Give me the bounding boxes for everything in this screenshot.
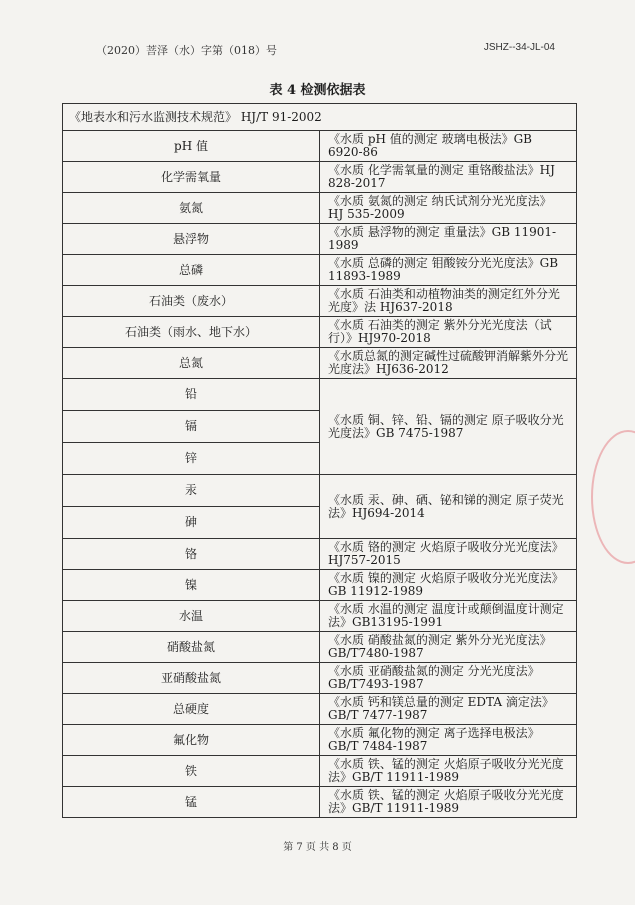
detection-basis-table (62, 103, 577, 818)
table-row (63, 694, 577, 725)
item-name: 石油类（雨水、地下水） (63, 317, 320, 348)
table-row (63, 756, 577, 787)
method-cell: 《水质 铜、锌、铅、镉的测定 原子吸收分光光度法》GB 7475-1987 (320, 379, 577, 475)
method-cell: 《水质 悬浮物的测定 重量法》GB 11901-1989 (320, 224, 577, 255)
method-cell: 《水质总氮的测定碱性过硫酸钾消解紫外分光光度法》HJ636-2012 (320, 348, 577, 379)
item-name: 水温 (63, 601, 320, 632)
table-row (63, 104, 577, 131)
table-row (63, 193, 577, 224)
table-row (63, 162, 577, 193)
item-name: 铅 (63, 379, 320, 411)
item-name: 铁 (63, 756, 320, 787)
table-row (63, 286, 577, 317)
item-name: 铬 (63, 539, 320, 570)
table-row (63, 663, 577, 694)
item-name: 锌 (63, 443, 320, 475)
method-cell: 《水质 总磷的测定 钼酸铵分光光度法》GB 11893-1989 (320, 255, 577, 286)
table-row (63, 131, 577, 162)
method-cell: 《水质 氟化物的测定 离子选择电极法》GB/T 7484-1987 (320, 725, 577, 756)
method-cell: 《水质 pH 值的测定 玻璃电极法》GB 6920-86 (320, 131, 577, 162)
item-name: 氟化物 (63, 725, 320, 756)
table-row (63, 224, 577, 255)
page-footer: 第 7 页 共 8 页 (283, 842, 352, 853)
method-cell: 《水质 氨氮的测定 纳氏试剂分光光度法》 HJ 535-2009 (320, 193, 577, 224)
method-cell: 《水质 钙和镁总量的测定 EDTA 滴定法》GB/T 7477-1987 (320, 694, 577, 725)
method-cell: 《水质 汞、砷、硒、铋和锑的测定 原子荧光法》HJ694-2014 (320, 475, 577, 539)
table-row (63, 255, 577, 286)
table-title: 表 4 检测依据表 (269, 83, 366, 98)
item-name: 镉 (63, 411, 320, 443)
table-row (63, 317, 577, 348)
method-cell: 《水质 硝酸盐氮的测定 紫外分光光度法》GB/T7480-1987 (320, 632, 577, 663)
table-row (63, 539, 577, 570)
item-name: 汞 (63, 475, 320, 507)
method-cell: 《水质 化学需氧量的测定 重铬酸盐法》HJ 828-2017 (320, 162, 577, 193)
item-name: pH 值 (63, 131, 320, 162)
item-name: 石油类（废水） (63, 286, 320, 317)
item-name: 镍 (63, 570, 320, 601)
doc-number: （2020）菩泽（水）字第（018）号 (96, 44, 277, 57)
table-row (63, 348, 577, 379)
item-name: 锰 (63, 787, 320, 818)
standard-cell: 《地表水和污水监测技术规范》 HJ/T 91-2002 (63, 104, 577, 131)
item-name: 氨氮 (63, 193, 320, 224)
method-cell: 《水质 石油类和动植物油类的测定红外分光光度》法 HJ637-2018 (320, 286, 577, 317)
method-cell: 《水质 水温的测定 温度计或颠倒温度计测定法》GB13195-1991 (320, 601, 577, 632)
method-cell: 《水质 铁、锰的测定 火焰原子吸收分光光度法》GB/T 11911-1989 (320, 756, 577, 787)
table-row (63, 379, 577, 411)
method-cell: 《水质 铁、锰的测定 火焰原子吸收分光光度法》GB/T 11911-1989 (320, 787, 577, 818)
method-cell: 《水质 石油类的测定 紫外分光光度法（试行）》HJ970-2018 (320, 317, 577, 348)
table-row (63, 601, 577, 632)
method-cell: 《水质 亚硝酸盐氮的测定 分光光度法》GB/T7493-1987 (320, 663, 577, 694)
table-row (63, 632, 577, 663)
method-cell: 《水质 铬的测定 火焰原子吸收分光光度法》HJ757-2015 (320, 539, 577, 570)
table-row (63, 475, 577, 507)
seal-stamp-icon (591, 430, 635, 564)
item-name: 总硬度 (63, 694, 320, 725)
item-name: 亚硝酸盐氮 (63, 663, 320, 694)
item-name: 化学需氧量 (63, 162, 320, 193)
item-name: 硝酸盐氮 (63, 632, 320, 663)
form-code: JSHZ--34-JL-04 (483, 42, 555, 53)
item-name: 砷 (63, 507, 320, 539)
table-row (63, 725, 577, 756)
table-row (63, 787, 577, 818)
item-name: 总氮 (63, 348, 320, 379)
method-cell: 《水质 镍的测定 火焰原子吸收分光光度法》GB 11912-1989 (320, 570, 577, 601)
item-name: 总磷 (63, 255, 320, 286)
table-row (63, 570, 577, 601)
item-name: 悬浮物 (63, 224, 320, 255)
